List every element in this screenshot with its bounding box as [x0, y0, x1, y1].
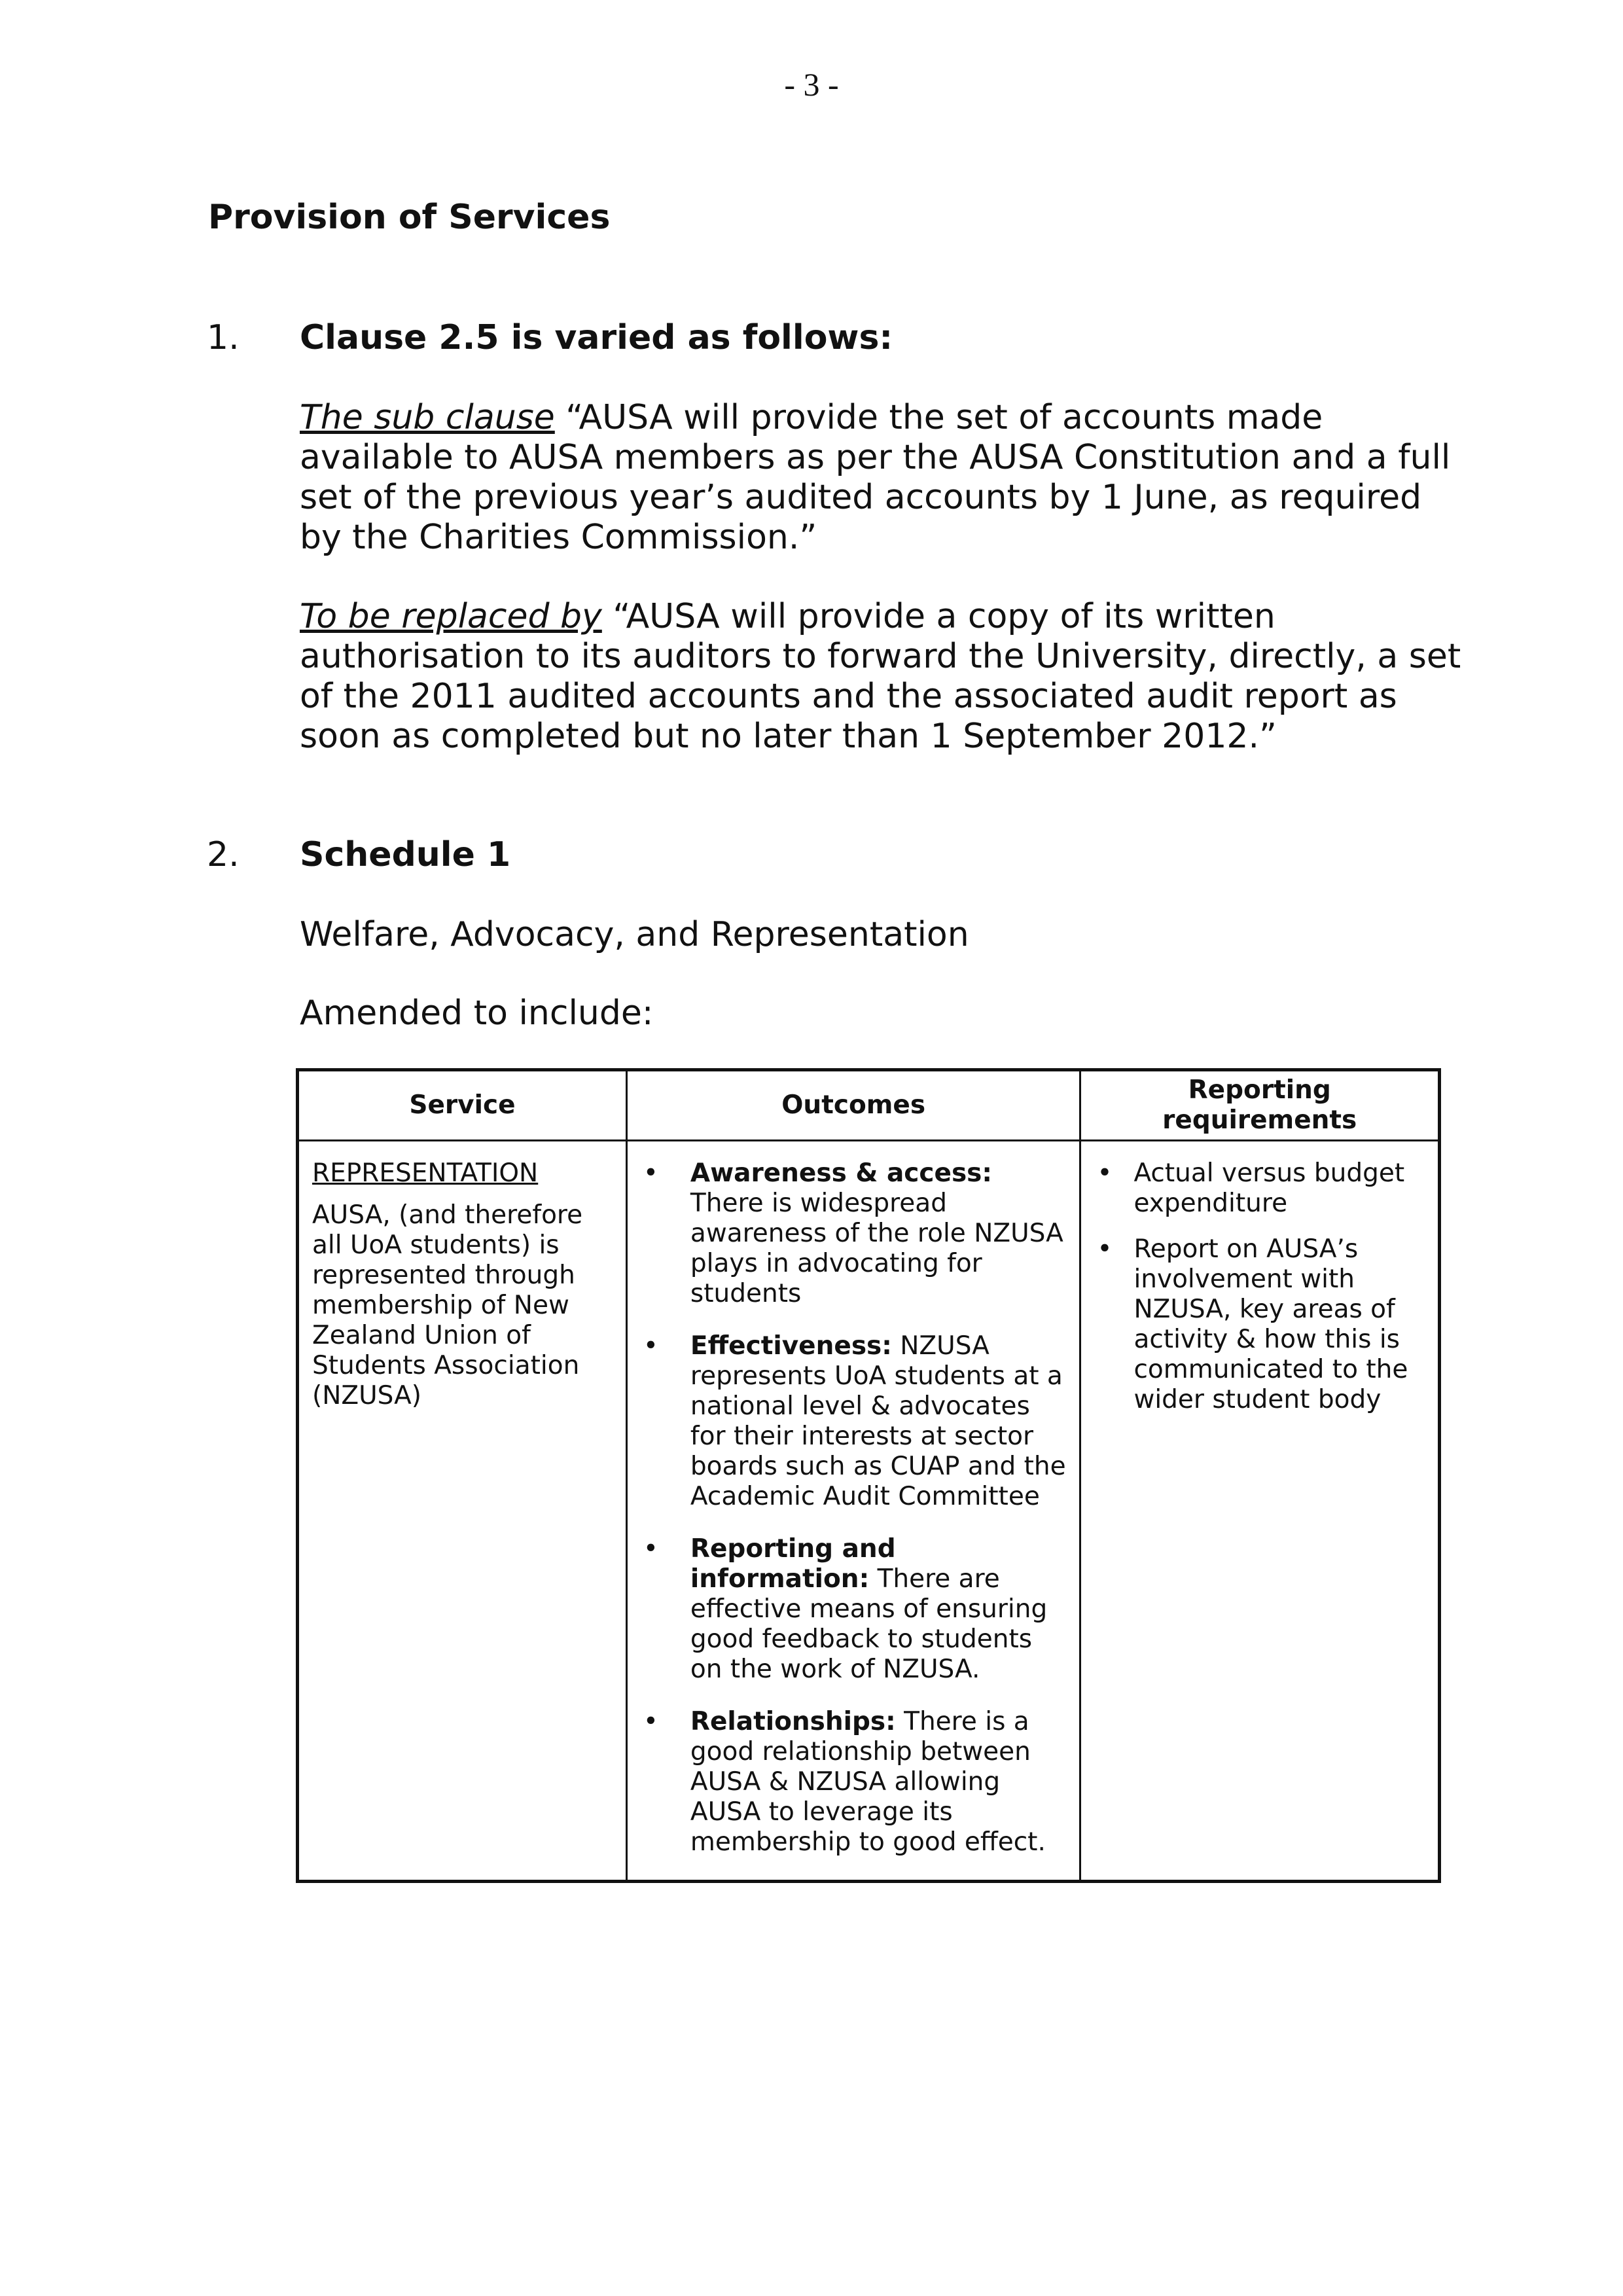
item-2-title: Schedule 1 — [300, 835, 511, 874]
schedule-table — [296, 1068, 1441, 1883]
item-1-title: Clause 2.5 is varied as follows: — [300, 318, 893, 357]
reporting-text: Report on AUSA’s involvement with NZUSA, key areas of activity & how this is communicated to the wider student body — [1133, 1234, 1408, 1414]
clause-original-paragraph — [300, 398, 1465, 558]
outcome-label: Effectiveness: — [690, 1331, 892, 1361]
reporting-text: Actual versus budget expenditure — [1133, 1158, 1405, 1218]
item-1-number: 1. — [207, 318, 240, 357]
outcome-text: NZUSA represents UoA students at a national level & advocates for their interests at sector boards such as CUAP and the Academic Audit Committee — [690, 1331, 1066, 1511]
outcome-text: There is a good relationship between AUSA & NZUSA allowing AUSA to leverage its membership to good effect. — [690, 1707, 1046, 1857]
list-item — [641, 1534, 1067, 1685]
reporting-cell — [1080, 1141, 1440, 1882]
item-2-number: 2. — [207, 835, 240, 874]
outcome-text: There is widespread awareness of the role NZUSA plays in advocating for students — [690, 1189, 1063, 1308]
section-heading: Provision of Services — [208, 198, 611, 237]
service-heading: REPRESENTATION — [312, 1158, 539, 1188]
header-outcomes: Outcomes — [626, 1070, 1080, 1141]
header-service: Service — [298, 1070, 627, 1141]
outcomes-list — [641, 1158, 1067, 1857]
list-item — [641, 1158, 1067, 1309]
sub-clause-label: The sub clause — [300, 398, 555, 437]
table-row — [298, 1141, 1440, 1882]
sub-clause-text: “AUSA will provide the set of accounts made available to AUSA members as per the AUSA Constitution and a full set of the previous year’s audited accounts by 1 June, as required by the Charities Commission.” — [300, 398, 1451, 557]
page-number: - 3 - — [784, 66, 839, 103]
bullet-icon: • — [643, 1331, 658, 1361]
bullet-icon: • — [1097, 1158, 1113, 1188]
schedule-subtitle: Welfare, Advocacy, and Representation — [300, 915, 969, 954]
outcome-label: Awareness & access: — [690, 1158, 992, 1188]
service-text: AUSA, (and therefore all UoA students) is represented through membership of New Zealand Union of Students Association (NZUSA) — [312, 1200, 583, 1410]
list-item — [641, 1331, 1067, 1512]
outcome-label: Relationships: — [690, 1707, 896, 1736]
bullet-icon: • — [643, 1158, 658, 1188]
table-header-row — [298, 1070, 1440, 1141]
reporting-list — [1094, 1158, 1425, 1415]
outcome-text: There are effective means of ensuring good feedback to students on the work of NZUSA. — [690, 1564, 1048, 1684]
bullet-icon: • — [643, 1707, 658, 1736]
list-item — [1094, 1234, 1425, 1415]
header-reporting: Reporting requirements — [1080, 1070, 1440, 1141]
replaced-by-label: To be replaced by — [300, 597, 602, 636]
service-cell — [298, 1141, 627, 1882]
bullet-icon: • — [1097, 1234, 1113, 1264]
replaced-by-text: “AUSA will provide a copy of its written authorisation to its auditors to forward the University, directly, a set of the 2011 audited accounts and the associated audit report as soon as completed but no later than 1 September 2012.” — [300, 597, 1461, 756]
clause-replacement-paragraph — [300, 597, 1465, 757]
list-item — [641, 1707, 1067, 1857]
outcome-label: Reporting and information: — [690, 1534, 896, 1594]
bullet-icon: • — [643, 1534, 658, 1564]
outcomes-cell — [626, 1141, 1080, 1882]
amended-label: Amended to include: — [300, 994, 654, 1033]
list-item — [1094, 1158, 1425, 1219]
